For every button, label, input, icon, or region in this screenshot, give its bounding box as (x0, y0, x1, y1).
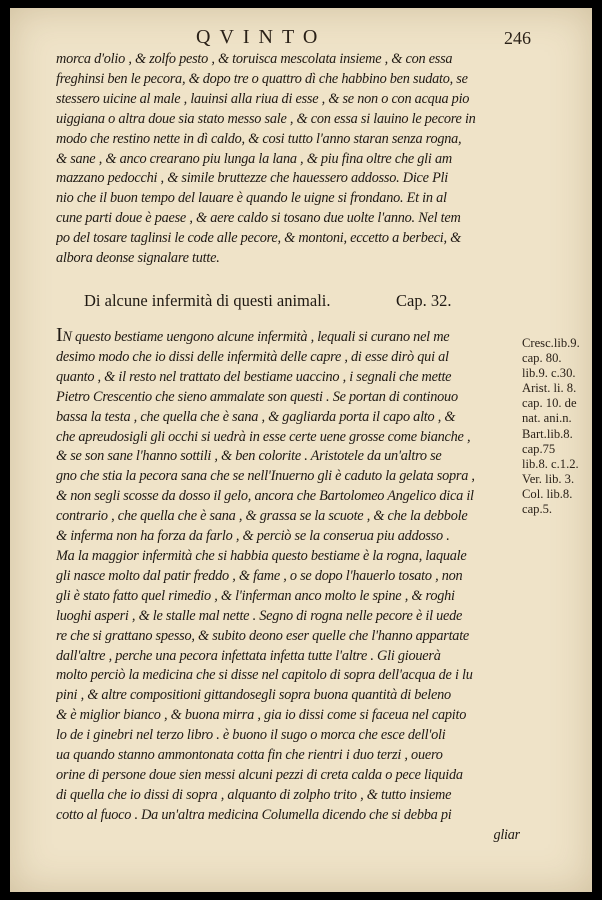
text-line: stessero uicine al male , lauinsi alla riua di esse , & se non o con acqua pio (56, 90, 470, 107)
running-title: QVINTO (196, 26, 327, 48)
text-line: lo de i ginebri nel terzo libro . è buono il sugo o morca che esce dell'oli (56, 727, 446, 744)
text-line: po del tosare taglinsi le code alle pecore, & montoni, eccetto a berbeci, & (56, 230, 462, 247)
text-line: & se son sane l'hanno sottili , & ben colorite . Aristotele da un'altro se (56, 448, 442, 465)
text-line: orine di persone doue sien messi alcuni pezzi di creta calda o pece liquida (56, 766, 463, 783)
paragraph-2 (56, 326, 520, 846)
text-line: quanto , & il resto nel trattato del bestiame uaccino , i segnali che mette (56, 368, 452, 385)
text-line: re che si grattano spesso, & subito deono eser quelle che l'hanno appartate (56, 627, 470, 644)
text-line: cune parti doue è paese , & aere caldo si tosano due uolte l'anno. Nel tem (56, 210, 461, 227)
text-line: gno che stia la pecora sana che se nell'Inuerno gli è caduto la gelata sopra , (56, 468, 475, 485)
marginal-note: cap.5. (522, 502, 553, 517)
text-line: gli è stato fatto quel rimedio , & l'inferman anco molto le spine , & roghi (56, 587, 455, 604)
text-line: luoghi asperi , & le stalle mal nette . Segno di rogna nelle pecore è il uede (56, 607, 463, 624)
text-line: di quella che io dissi di sopra , alquanto di zolpho trito , & tutto insieme (56, 786, 452, 803)
text-line: albora deonse signalare tutte. (56, 250, 220, 267)
text-line: gli nasce molto dal patir freddo , & fame , o se dopo l'hauerlo tosato , non (56, 567, 463, 584)
text-line: desimo modo che io dissi delle infermità delle capre , di esse dirò qui al (56, 348, 449, 365)
marginal-note: lib.8. c.1.2. (522, 456, 579, 471)
marginal-note: Cresc.lib.9. (522, 336, 580, 350)
text-line: Ma la maggior infermità che si habbia questo bestiame è la rogna, laquale (56, 547, 467, 564)
text-line: cotto al fuoco . Da un'altra medicina Columella dicendo che si debba pi (56, 806, 452, 823)
text-line: & sane , & anco crearano piu lunga la lana , & piu fina oltre che gli am (56, 150, 452, 167)
page-number: 246 (504, 28, 531, 48)
text-line: pini , & altre compositioni gittandosegli sopra buona quantità di beleno (56, 687, 451, 704)
chapter-heading (84, 291, 524, 313)
text-line: contrario , che quella che è sana , & grassa se la scuote , & che la debbole (56, 508, 468, 525)
marginal-notes (522, 336, 590, 517)
text-line: freghinsi ben le pecora, & dopo tre o quattro dì che habbino ben sudato, se (56, 70, 468, 87)
text-line: & non segli scosse da dosso il gelo, ancora che Bartolomeo Angelico dica il (56, 488, 474, 505)
text-line: ua quando stanno ammontonata cotta fin che rientri i duo terzi , ouero (56, 747, 443, 764)
text-line: molto perciò la medicina che si disse nel capitolo di sopra dell'acqua de i lu (56, 667, 473, 684)
text-line: & è miglior bianco , & buona mirra , gia io dissi come si faceua nel capito (56, 707, 467, 724)
text-line: mazzano pedocchi , & simile bruttezze che hauessero addosso. Dice Pli (56, 170, 449, 187)
paragraph-1 (56, 50, 520, 269)
initial-letter: I (56, 326, 63, 346)
text-line: che apreudosigli gli occhi si uedrà in esse certe uene grosse come bianche , (56, 428, 471, 445)
marginal-note: cap.75 (522, 441, 556, 456)
book-page (10, 8, 592, 892)
chapter-title: Di alcune infermità di questi animali. (84, 291, 331, 310)
marginal-note: cap. 80. (522, 351, 562, 366)
text-line: nio che il buon tempo del lauare è quando le uigne si frondano. Et in al (56, 190, 447, 207)
text-line: morca d'olio , & zolfo pesto , & toruisca mescolata insieme , & con essa (56, 51, 453, 67)
catchword: gliar (493, 826, 520, 843)
marginal-note: lib.9. c.30. (522, 366, 576, 381)
text-line: dall'altre , perche una pecora infettata infetta tutte l'altre . Gli giouerà (56, 647, 441, 664)
marginal-note: nat. ani.n. (522, 411, 572, 426)
running-head (10, 26, 592, 50)
text-line: bassa la testa , che quella che è sana , & gagliarda porta il capo alto , & (56, 408, 456, 425)
marginal-note: cap. 10. de (522, 396, 577, 411)
text-line: modo che restino nette in dì caldo, & cosi tutto l'anno staran senza rogna, (56, 130, 462, 147)
marginal-note: Col. lib.8. (522, 486, 573, 501)
text-line (56, 326, 520, 348)
text-line: uiggiana o altra doue sia stato messo sale , & con essa si lauino le pecore in (56, 110, 476, 127)
text-line: & inferma non ha forza da farlo , & perciò se la conserua piu addosso . (56, 528, 450, 545)
text-line: Pietro Crescentio che sieno ammalate son questi . Se portan di continouo (56, 388, 458, 405)
chapter-number: Cap. 32. (396, 291, 452, 310)
text-line-rest: N questo bestiame uengono alcune infermità , lequali si curano nel me (62, 329, 450, 345)
marginal-note: Arist. li. 8. (522, 381, 577, 396)
marginal-note: Bart.lib.8. (522, 426, 573, 441)
marginal-note: Ver. lib. 3. (522, 471, 575, 486)
